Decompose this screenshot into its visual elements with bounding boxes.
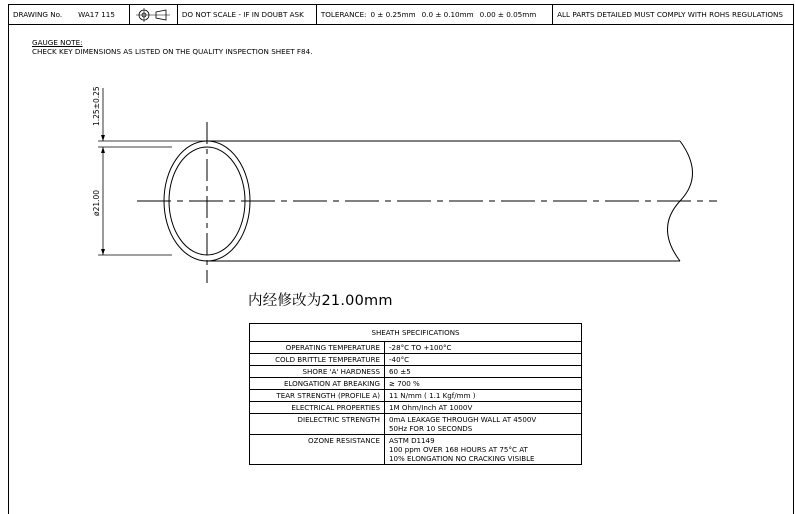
spec-value	[385, 414, 582, 435]
spec-label: DIELECTRIC STRENGTH	[250, 414, 385, 435]
spec-value	[385, 366, 582, 378]
spec-table-title: SHEATH SPECIFICATIONS	[250, 324, 582, 342]
spec-value-line: 0mA LEAKAGE THROUGH WALL AT 4500V	[389, 415, 537, 424]
spec-label: OPERATING TEMPERATURE	[250, 342, 385, 354]
sheath-spec-table	[249, 323, 582, 465]
spec-value	[385, 435, 582, 465]
spec-value-line: 60 ±5	[389, 367, 411, 376]
gauge-note-heading: GAUGE NOTE:	[32, 38, 83, 47]
spec-value	[385, 402, 582, 414]
wall-dimension-label: 1.25±0.25	[92, 86, 101, 126]
spec-row	[250, 414, 582, 435]
spec-value-line: 10% ELONGATION NO CRACKING VISIBLE	[389, 454, 535, 463]
dimension-arrow	[101, 249, 105, 255]
gauge-note-text: CHECK KEY DIMENSIONS AS LISTED ON THE QUALITY INSPECTION SHEET F84.	[32, 47, 313, 56]
spec-row	[250, 402, 582, 414]
scale-note: DO NOT SCALE - IF IN DOUBT ASK	[181, 10, 304, 19]
spec-row	[250, 342, 582, 354]
spec-row	[250, 366, 582, 378]
spec-value	[385, 354, 582, 366]
spec-label: TEAR STRENGTH (PROFILE A)	[250, 390, 385, 402]
drawing-number-label: DRAWING No.	[13, 10, 63, 19]
tolerance-value: 0.00 ± 0.05mm	[479, 10, 537, 19]
spec-value-line: ≥ 700 %	[389, 379, 420, 388]
spec-value	[385, 378, 582, 390]
spec-value-line: ASTM D1149	[389, 436, 435, 445]
spec-value	[385, 390, 582, 402]
spec-label: SHORE 'A' HARDNESS	[250, 366, 385, 378]
spec-row	[250, 435, 582, 465]
spec-value	[385, 342, 582, 354]
spec-value-line: 50Hz FOR 10 SECONDS	[389, 424, 473, 433]
spec-label: ELECTRICAL PROPERTIES	[250, 402, 385, 414]
spec-row	[250, 354, 582, 366]
revision-note: 内经修改为21.00mm	[248, 293, 393, 309]
rohs-note: ALL PARTS DETAILED MUST COMPLY WITH ROHS REGULATIONS	[557, 10, 783, 19]
tolerance-value: 0 ± 0.25mm	[370, 10, 416, 19]
diameter-dimension-label: ø21.00	[92, 189, 101, 216]
tolerance-label: TOLERANCE:	[320, 10, 367, 19]
dimension-arrow	[101, 135, 105, 141]
tolerance-value: 0.0 ± 0.10mm	[421, 10, 474, 19]
spec-value-line: 100 ppm OVER 168 HOURS AT 75°C AT	[389, 445, 528, 454]
spec-label: ELONGATION AT BREAKING	[250, 378, 385, 390]
spec-row	[250, 378, 582, 390]
spec-value-line: 1M Ohm/Inch AT 1000V	[389, 403, 473, 412]
spec-value-line: -40°C	[389, 355, 410, 364]
drawing-number: WA17 115	[78, 10, 115, 19]
spec-row	[250, 390, 582, 402]
spec-value-line: 11 N/mm ( 1.1 Kgf/mm )	[389, 391, 476, 400]
spec-label: COLD BRITTLE TEMPERATURE	[250, 354, 385, 366]
spec-value-line: -28°C TO +100°C	[389, 343, 452, 352]
spec-label: OZONE RESISTANCE	[250, 435, 385, 465]
